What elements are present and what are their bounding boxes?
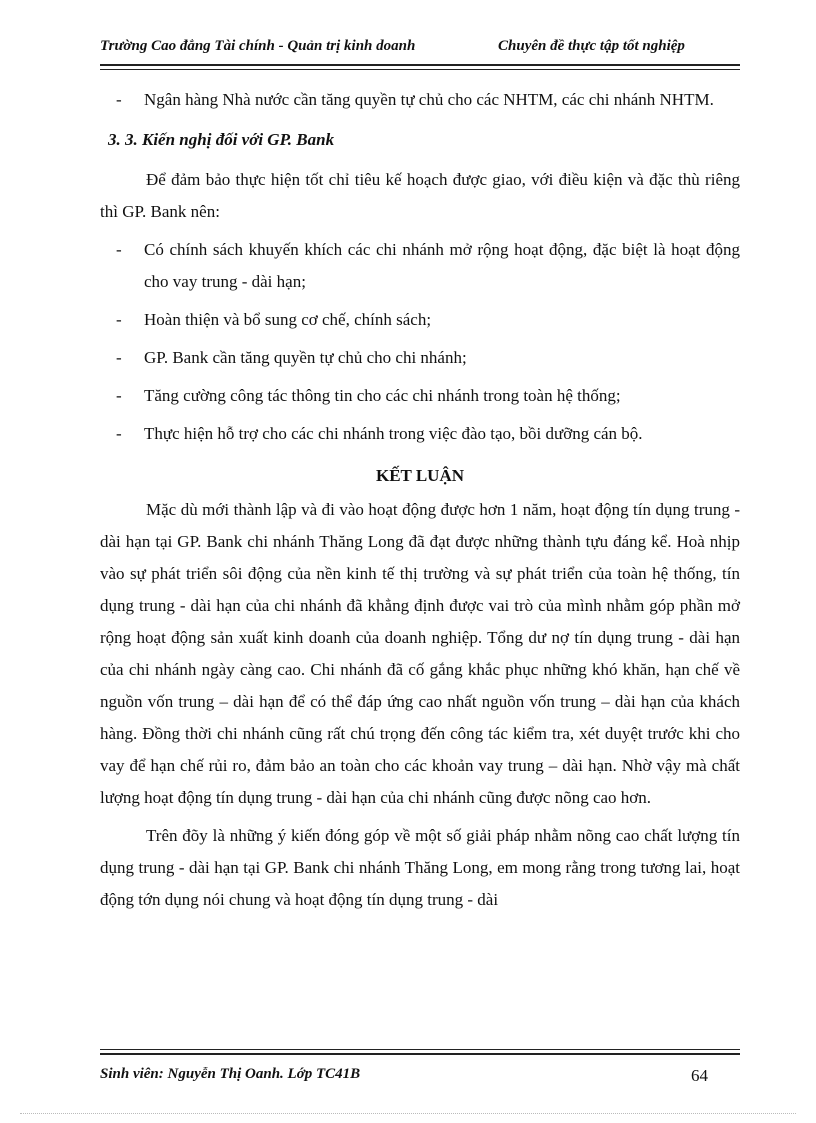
header-topic: Chuyên đề thực tập tốt nghiệp <box>498 38 685 54</box>
header-rule <box>100 64 740 66</box>
page-number: 64 <box>691 1066 708 1085</box>
header-rule-thin <box>100 69 740 70</box>
intro-bullet: - Ngân hàng Nhà nước cần tăng quyền tự chủ cho các NHTM, các chi nhánh NHTM. <box>116 90 714 109</box>
list-item: - Hoàn thiện và bổ sung cơ chế, chính sách; <box>116 310 432 329</box>
page-footer <box>100 1066 740 1088</box>
conclusion-paragraph-2: Trên đõy là những ý kiến đóng góp về một số giải pháp nhằm nõng cao chất lượng tín dụng trung - dài hạn tại GP. Bank chi nhánh Thăng Long, em mong rằng trong tương lai, hoạt động tớn dụng nói chung và hoạt động tín dụng trung - dài <box>100 826 740 909</box>
list-item: - GP. Bank cần tăng quyền tự chủ cho chi nhánh; <box>116 348 467 367</box>
section-heading: 3. 3. Kiến nghị đối với GP. Bank <box>108 130 335 149</box>
list-item: - Tăng cường công tác thông tin cho các chi nhánh trong toàn hệ thống; <box>116 386 621 405</box>
conclusion-paragraph-1: Mặc dù mới thành lập và đi vào hoạt động được hơn 1 năm, hoạt động tín dụng trung - dài hạn tại GP. Bank chi nhánh Thăng Long đã đạt được những thành tựu đáng kể. Hoà nhịp vào sự phát triển sôi động của nền kinh tế thị trường và sự phát triển của toàn hệ thống, tín dụng trung - dài hạn của chi nhánh đã khẳng định được vai trò của mình nhằm góp phần mở rộng hoạt động sản xuất kinh doanh của doanh nghiệp. Tổng dư nợ tín dụng trung - dài hạn của chi nhánh ngày càng cao. Chi nhánh đã cố gắng khắc phục những khó khăn, hạn chế về nguồn vốn trung – dài hạn để có thể đáp ứng cao nhất nguồn vốn trung – dài hạn của khách hàng. Đồng thời chi nhánh cũng rất chú trọng đến công tác kiểm tra, xét duyệt trước khi cho vay để hạn chế rủi ro, đảm bảo an toàn cho các khoản vay trung – dài hạn. Nhờ vậy mà chất lượng hoạt động tín dụng trung - dài hạn của chi nhánh cũng được nõng cao hơn. <box>100 500 740 807</box>
footer-rule-thin <box>100 1049 740 1050</box>
list-item: - Có chính sách khuyến khích các chi nhánh mở rộng hoạt động, đặc biệt là hoạt động cho vay trung - dài hạn; <box>116 240 740 291</box>
footer-student: Sinh viên: Nguyễn Thị Oanh. Lớp TC41B <box>100 1066 361 1082</box>
list-item: - Thực hiện hỗ trợ cho các chi nhánh trong việc đào tạo, bồi dưỡng cán bộ. <box>116 424 643 443</box>
header-school: Trường Cao đẳng Tài chính - Quản trị kinh doanh <box>100 38 416 54</box>
page-edge <box>20 1113 796 1114</box>
section-paragraph: Để đảm bảo thực hiện tốt chỉ tiêu kế hoạch được giao, với điều kiện và đặc thù riêng thì GP. Bank nên: <box>100 170 740 221</box>
conclusion-title: KẾT LUẬN <box>375 466 464 485</box>
page-header <box>100 38 740 60</box>
footer-rule <box>100 1053 740 1055</box>
page-content <box>100 84 740 916</box>
